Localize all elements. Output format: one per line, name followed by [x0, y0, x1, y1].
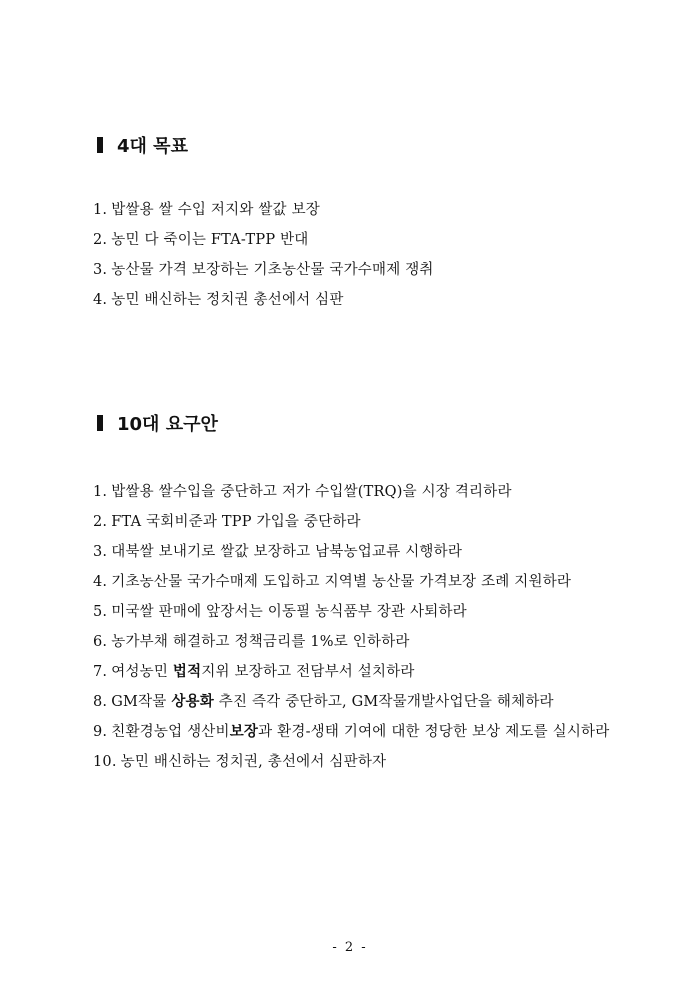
goal-item — [93, 195, 434, 225]
demand-item — [93, 477, 609, 507]
goals-list — [93, 195, 434, 315]
demand-text: 대북쌀 보내기로 쌀값 보장하고 남북농업교류 시행하라 — [111, 544, 463, 560]
demands-heading-text: 10대 요구안 — [117, 414, 218, 435]
demand-item — [93, 717, 609, 747]
demand-number: 9. — [93, 724, 108, 740]
demand-text-tail: 과 환경-생태 기여에 대한 정당한 보상 제도를 실시하라 — [258, 724, 610, 740]
demand-item — [93, 567, 609, 597]
demand-text: 여성농민 — [111, 664, 173, 680]
demand-number: 6. — [93, 634, 108, 650]
goal-text: 농산물 가격 보장하는 기초농산물 국가수매제 쟁취 — [111, 262, 434, 278]
demand-text-tail: 추진 즉각 중단하고, GM작물개발사업단을 해체하라 — [213, 694, 554, 710]
demand-number: 7. — [93, 664, 108, 680]
demand-text-bold: 법적 — [172, 663, 202, 680]
demand-number: 8. — [93, 694, 108, 710]
goal-item — [93, 285, 434, 315]
goal-text: 농민 배신하는 정치권 총선에서 심판 — [111, 292, 344, 308]
goal-text: 농민 다 죽이는 FTA-TPP 반대 — [111, 232, 309, 248]
demand-number: 2. — [93, 514, 108, 530]
demand-text-bold: 보장 — [229, 723, 259, 740]
goal-number: 2. — [93, 232, 108, 248]
demand-item — [93, 537, 609, 567]
demand-item — [93, 687, 609, 717]
demands-heading — [97, 410, 218, 436]
goal-item — [93, 255, 434, 285]
demand-number: 1. — [93, 484, 108, 500]
goal-number: 1. — [93, 202, 108, 218]
page-number: - 2 - — [332, 940, 368, 955]
demand-number: 3. — [93, 544, 108, 560]
goal-number: 3. — [93, 262, 108, 278]
goal-text: 밥쌀용 쌀 수입 저지와 쌀값 보장 — [111, 202, 320, 218]
heading-marker — [97, 137, 103, 153]
goals-heading-text: 4대 목표 — [117, 136, 188, 157]
demand-item — [93, 747, 609, 777]
demand-text-bold: 상용화 — [171, 693, 214, 710]
demand-text: 친환경농업 생산비 — [111, 724, 230, 740]
demand-text: 농민 배신하는 정치권, 총선에서 심판하자 — [120, 754, 387, 770]
demand-text: 미국쌀 판매에 앞장서는 이동필 농식품부 장관 사퇴하라 — [111, 604, 467, 620]
goal-number: 4. — [93, 292, 108, 308]
demand-item — [93, 507, 609, 537]
heading-marker — [97, 415, 103, 431]
demand-number: 4. — [93, 574, 108, 590]
demand-item — [93, 597, 609, 627]
demand-text: GM작물 — [111, 694, 172, 710]
demand-text: 기초농산물 국가수매제 도입하고 지역별 농산물 가격보장 조례 지원하라 — [111, 574, 572, 590]
demand-item — [93, 657, 609, 687]
demand-text: 농가부채 해결하고 정책금리를 1%로 인하하라 — [111, 634, 410, 650]
demand-text-tail: 지위 보장하고 전담부서 설치하라 — [201, 664, 415, 680]
goals-heading — [97, 132, 188, 158]
demand-number: 10. — [93, 754, 117, 770]
demand-number: 5. — [93, 604, 108, 620]
goal-item — [93, 225, 434, 255]
demand-text: 밥쌀용 쌀수입을 중단하고 저가 수입쌀(TRQ)을 시장 격리하라 — [111, 484, 512, 500]
demand-text: FTA 국회비준과 TPP 가입을 중단하라 — [111, 514, 361, 530]
demands-list — [93, 477, 609, 777]
demand-item — [93, 627, 609, 657]
